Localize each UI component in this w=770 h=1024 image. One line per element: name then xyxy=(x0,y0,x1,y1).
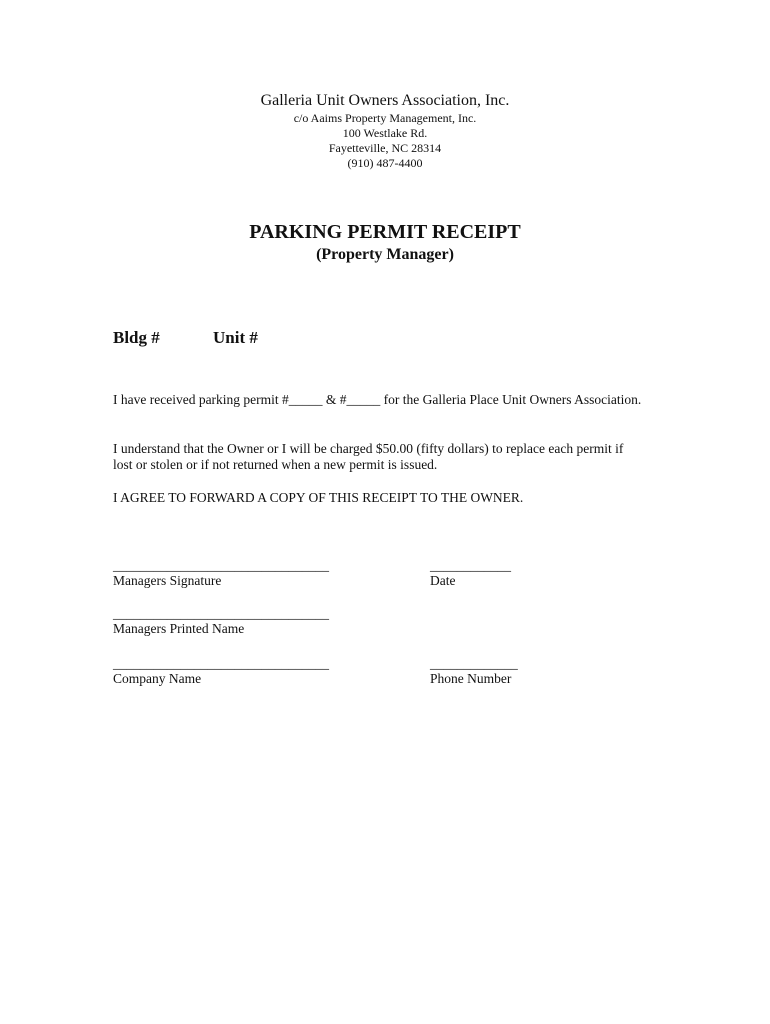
managers-signature-line: ________________________________ xyxy=(113,558,329,573)
page-subtitle: (Property Manager) xyxy=(316,246,454,263)
managers-signature-label: Managers Signature xyxy=(113,573,222,588)
care-of-line: c/o Aaims Property Management, Inc. xyxy=(293,111,477,125)
agreement-statement: I AGREE TO FORWARD A COPY OF THIS RECEIPT TO THE OWNER. xyxy=(113,490,524,505)
managers-printed-name-line: ________________________________ xyxy=(113,606,329,621)
charge-statement-line-1: I understand that the Owner or I will be charged $50.00 (fifty dollars) to replace each permit if xyxy=(113,441,624,456)
date-line: ____________ xyxy=(430,558,511,573)
date-label: Date xyxy=(430,573,456,588)
page-title: PARKING PERMIT RECEIPT xyxy=(249,221,521,243)
company-name-line: ________________________________ xyxy=(113,656,329,671)
bldg-label: Bldg # xyxy=(113,328,160,347)
phone-number-header: (910) 487-4400 xyxy=(347,156,423,170)
organization-name: Galleria Unit Owners Association, Inc. xyxy=(260,92,510,109)
charge-statement-line-2: lost or stolen or if not returned when a new permit is issued. xyxy=(113,457,438,472)
permit-statement: I have received parking permit #_____ & #_____ for the Galleria Place Unit Owners Association. xyxy=(113,392,642,407)
company-name-label: Company Name xyxy=(113,671,202,686)
street-address: 100 Westlake Rd. xyxy=(342,126,428,140)
city-state-zip: Fayetteville, NC 28314 xyxy=(328,141,442,155)
phone-number-label: Phone Number xyxy=(430,671,512,686)
managers-printed-name-label: Managers Printed Name xyxy=(113,621,245,636)
unit-label: Unit # xyxy=(213,328,258,347)
phone-number-line: _____________ xyxy=(430,656,518,671)
